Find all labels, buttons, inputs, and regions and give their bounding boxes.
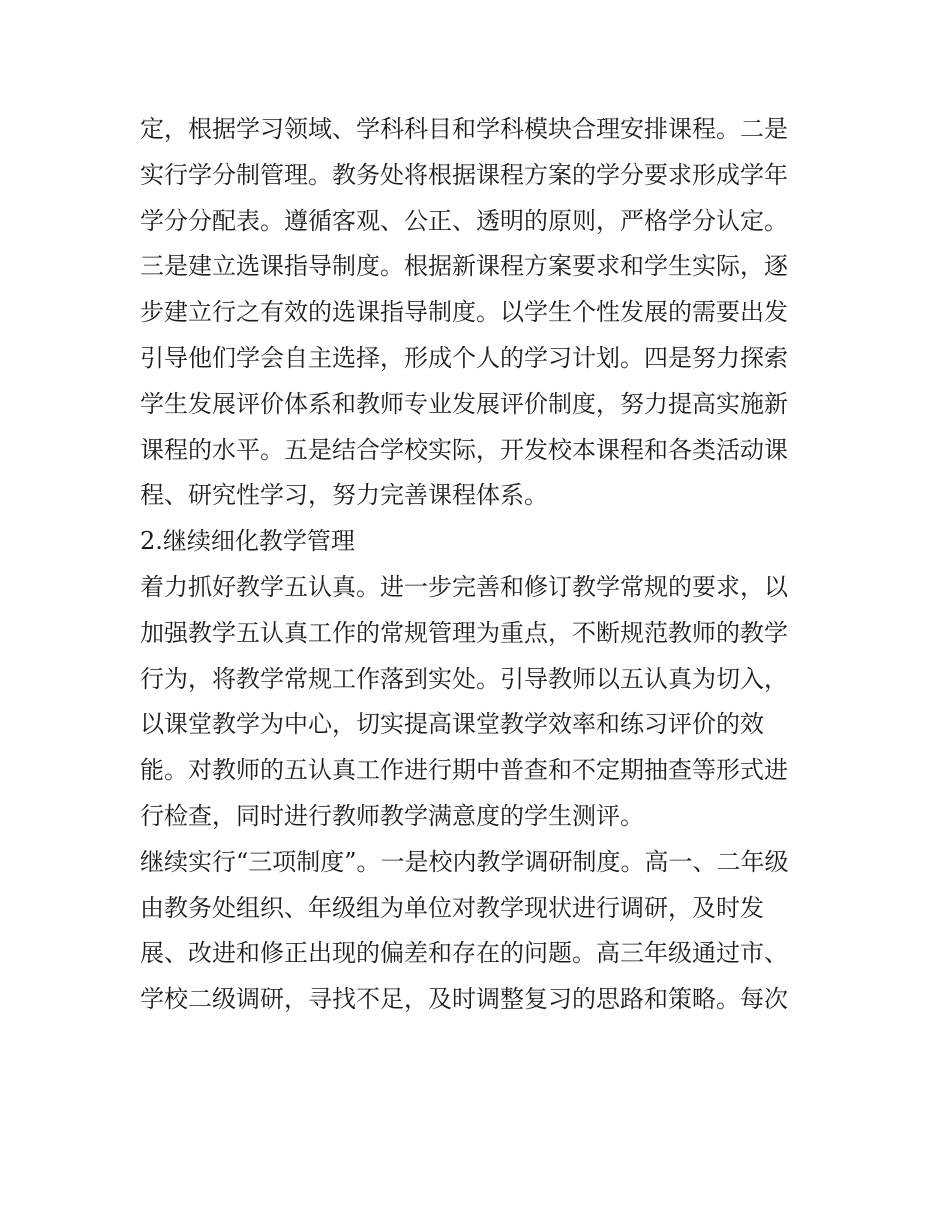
text-line: 学生发展评价体系和教师专业发展评价制度，努力提高实施新 bbox=[140, 389, 788, 418]
paragraph-five-diligences bbox=[140, 565, 820, 840]
paragraph-course-arrangement bbox=[140, 107, 820, 519]
document-body bbox=[140, 107, 820, 1023]
text-line: 实行学分制管理。教务处将根据课程方案的学分要求形成学年 bbox=[140, 160, 788, 189]
text-line: 学分分配表。遵循客观、公正、透明的原则，严格学分认定。 bbox=[140, 206, 788, 235]
text-line: 三是建立选课指导制度。根据新课程方案要求和学生实际，逐 bbox=[140, 252, 788, 281]
text-line: 课程的水平。五是结合学校实际，开发校本课程和各类活动课 bbox=[140, 435, 788, 464]
text-line: 程、研究性学习，努力完善课程体系。 bbox=[140, 481, 548, 510]
paragraph-three-systems bbox=[140, 840, 820, 1023]
text-line: 加强教学五认真工作的常规管理为重点，不断规范教师的教学 bbox=[140, 618, 788, 647]
section-heading bbox=[140, 519, 820, 565]
text-line: 展、改进和修正出现的偏差和存在的问题。高三年级通过市、 bbox=[140, 939, 788, 968]
text-line: 能。对教师的五认真工作进行期中普查和不定期抽查等形式进 bbox=[140, 756, 788, 785]
text-line: 着力抓好教学五认真。进一步完善和修订教学常规的要求，以 bbox=[140, 572, 788, 601]
text-line: 以课堂教学为中心，切实提高课堂教学效率和练习评价的效 bbox=[140, 710, 764, 739]
text-line: 由教务处组织、年级组为单位对教学现状进行调研，及时发 bbox=[140, 893, 764, 922]
text-line: 步建立行之有效的选课指导制度。以学生个性发展的需要出发 bbox=[140, 298, 788, 327]
text-line: 行为，将教学常规工作落到实处。引导教师以五认真为切入， bbox=[140, 664, 788, 693]
text-line: 学校二级调研，寻找不足，及时调整复习的思路和策略。每次 bbox=[140, 985, 788, 1014]
text-line: 继续实行“三项制度”。一是校内教学调研制度。高一、二年级 bbox=[140, 847, 789, 876]
text-line: 行检查，同时进行教师教学满意度的学生测评。 bbox=[140, 801, 644, 830]
section-heading-text: 2.继续细化教学管理 bbox=[140, 527, 355, 556]
text-line: 引导他们学会自主选择，形成个人的学习计划。四是努力探索 bbox=[140, 343, 788, 372]
text-line: 定，根据学习领域、学科科目和学科模块合理安排课程。二是 bbox=[140, 115, 788, 143]
